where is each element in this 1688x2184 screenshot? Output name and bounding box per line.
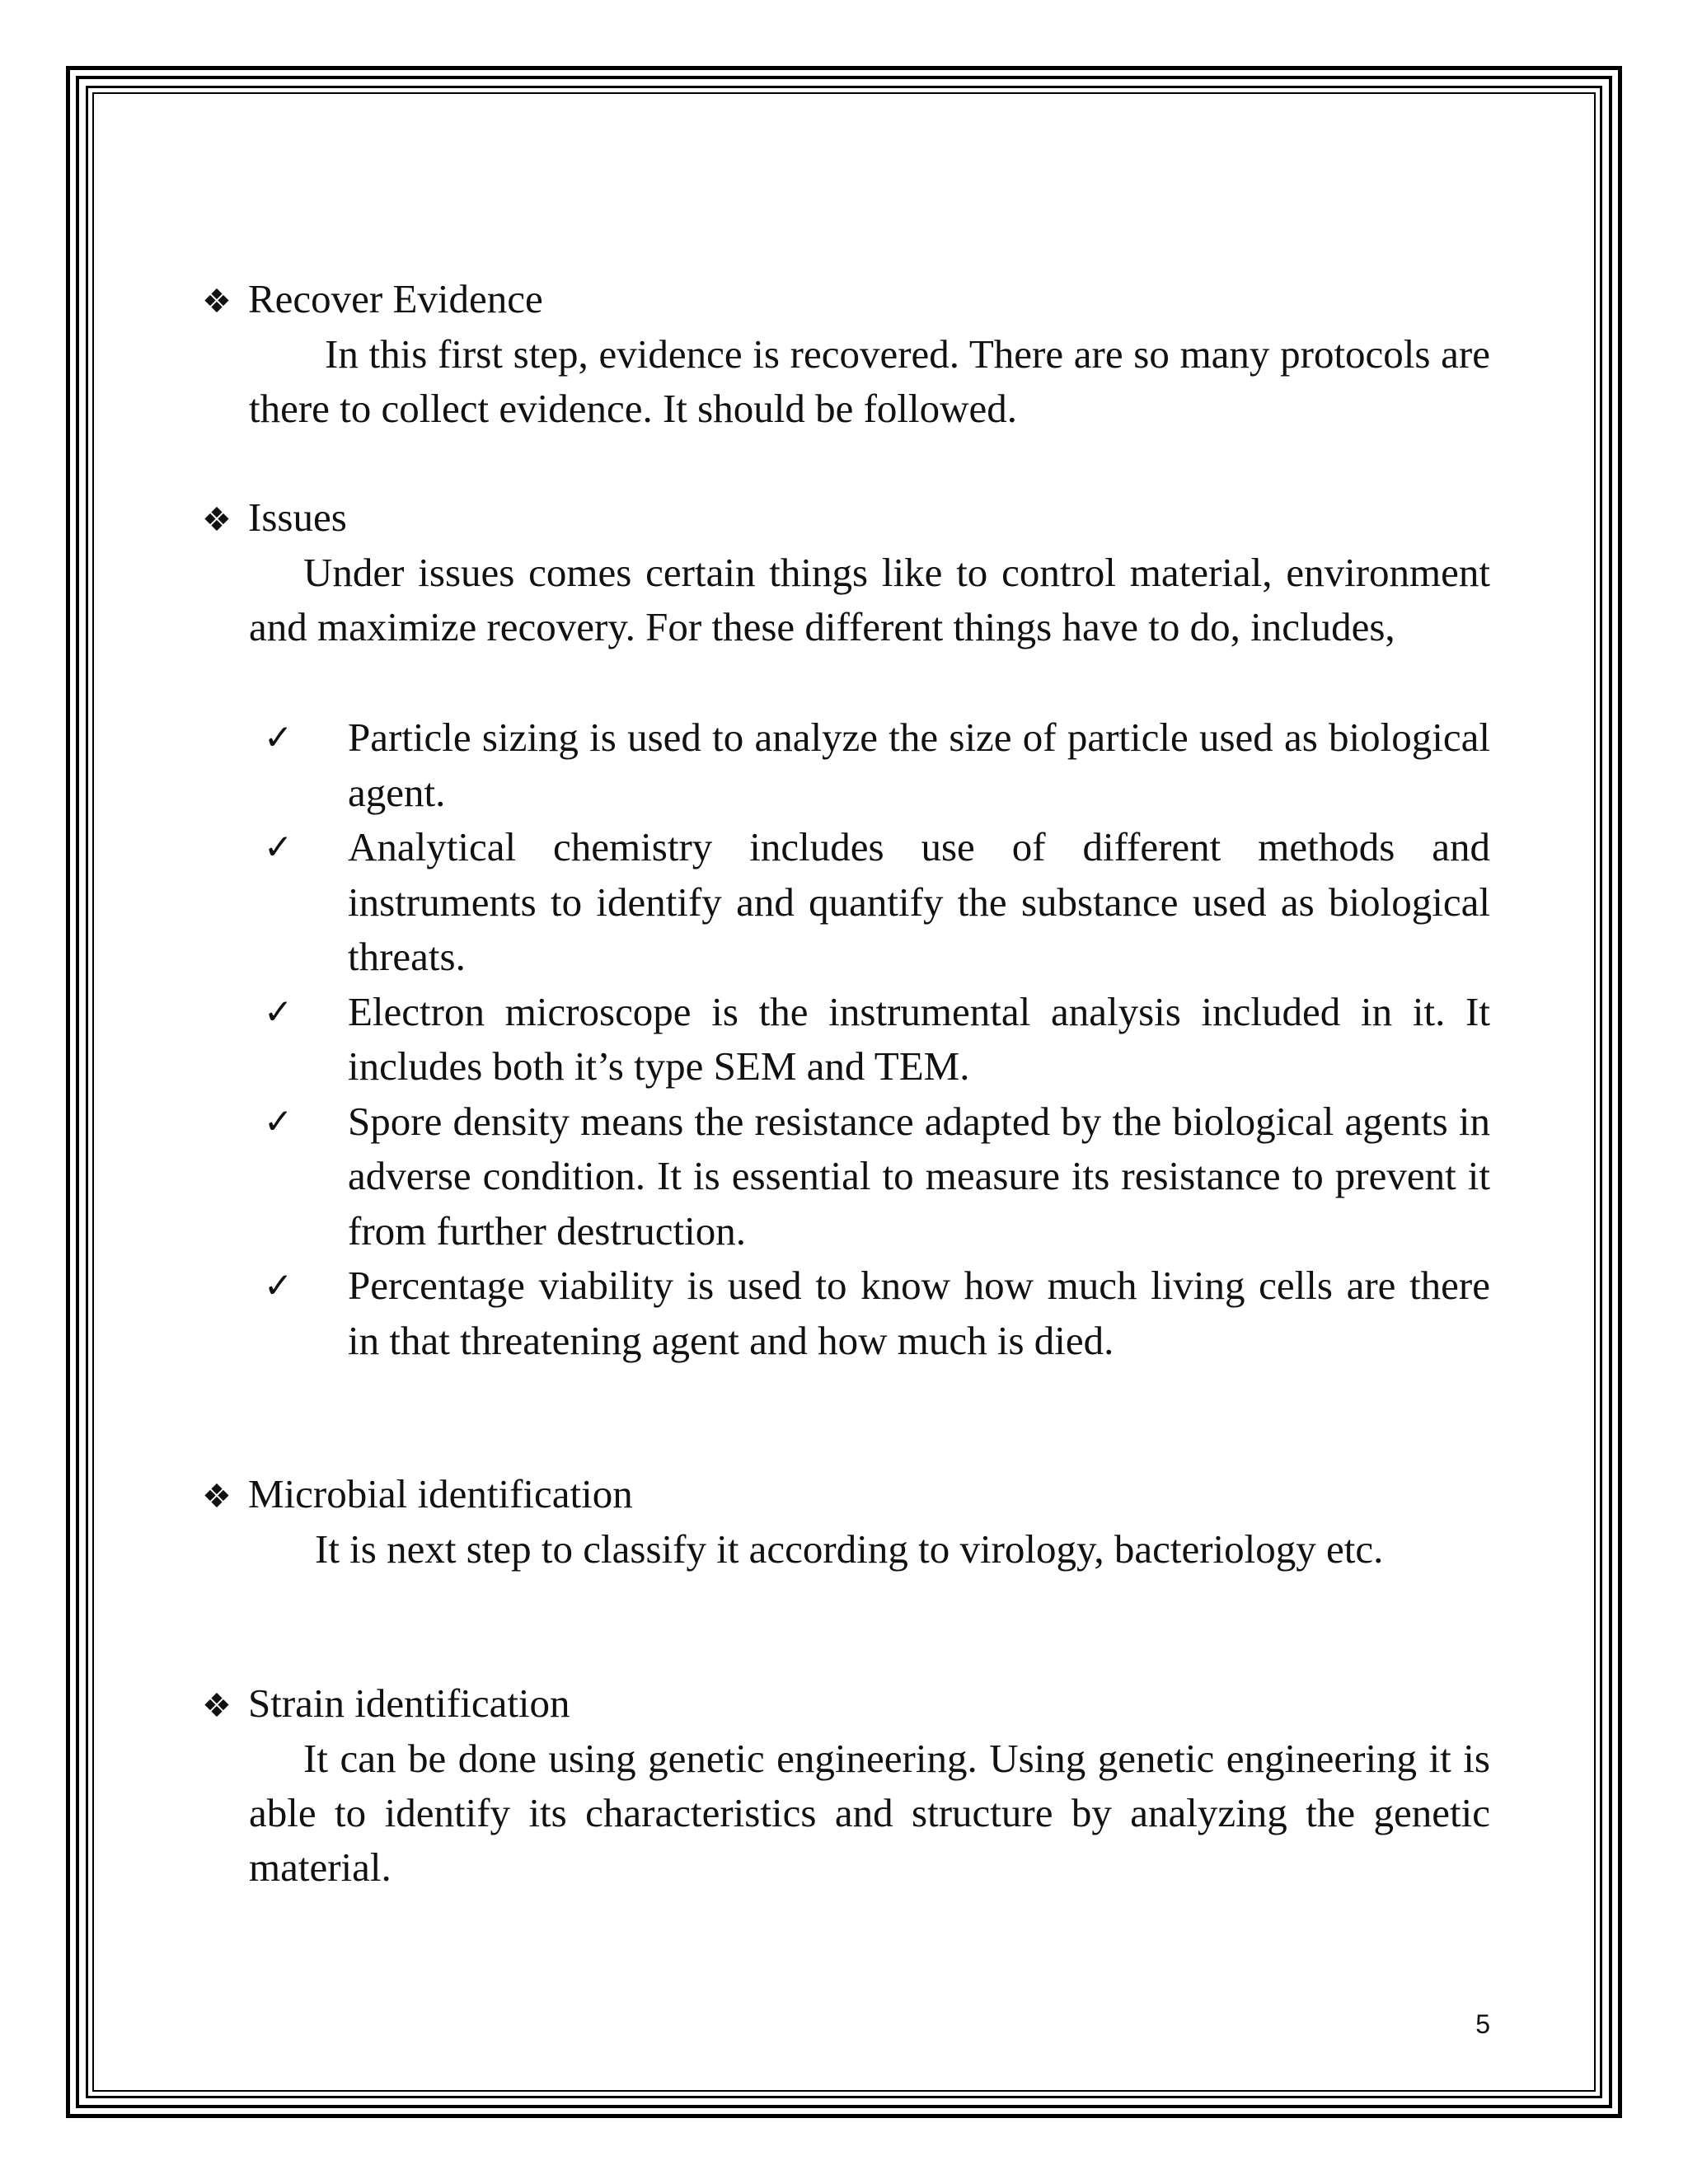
checkmark-icon: ✓	[264, 827, 293, 867]
section-heading-text: Issues	[248, 494, 347, 540]
list-item	[264, 710, 1490, 820]
list-item	[264, 985, 1490, 1094]
section-heading-issues	[202, 490, 347, 547]
list-item-text: Analytical chemistry includes use of different methods and instruments to identify and quantify the substance used as biological threats.	[348, 824, 1490, 979]
diamond-bullet-icon: ❖	[202, 1478, 232, 1516]
list-item	[264, 820, 1490, 985]
section-heading-text: Recover Evidence	[248, 276, 543, 321]
diamond-bullet-icon: ❖	[202, 283, 232, 321]
section-heading-text: Microbial identification	[248, 1471, 633, 1516]
section-body-issues	[249, 546, 1490, 654]
list-item	[264, 1258, 1490, 1368]
checkmark-icon: ✓	[264, 1265, 293, 1305]
checkmark-icon: ✓	[264, 991, 293, 1032]
section-body-recover-evidence	[249, 327, 1490, 436]
section-heading-strain-identification	[202, 1676, 570, 1733]
diamond-bullet-icon: ❖	[202, 1687, 232, 1725]
section-body-text: It is next step to classify it according to virology, bacteriology etc.	[315, 1526, 1384, 1572]
list-item-text: Electron microscope is the instrumental analysis included in it. It includes both it’s type SEM and TEM.	[348, 988, 1490, 1089]
section-body-strain-identification	[249, 1732, 1490, 1895]
list-item	[264, 1094, 1490, 1259]
section-body-text: It can be done using genetic engineering. Using genetic engineering it is able to identify its characteristics and structure by analyzing the genetic material.	[249, 1736, 1490, 1890]
section-heading-recover-evidence	[202, 272, 543, 329]
section-heading-text: Strain identification	[248, 1680, 570, 1726]
list-item-text: Percentage viability is used to know how much living cells are there in that threatening agent and how much is died.	[348, 1263, 1490, 1363]
list-item-text: Spore density means the resistance adapted by the biological agents in adverse condition. It is essential to measure its resistance to prevent it from further destruction.	[348, 1098, 1490, 1254]
diamond-bullet-icon: ❖	[202, 501, 232, 539]
list-item-text: Particle sizing is used to analyze the size of particle used as biological agent.	[348, 715, 1490, 815]
section-body-text: Under issues comes certain things like to control material, environment and maximize recovery. For these different things have to do, includes,	[249, 550, 1490, 649]
section-body-microbial-identification	[249, 1522, 1490, 1577]
section-heading-microbial-identification	[202, 1467, 633, 1524]
section-body-text: In this first step, evidence is recovered. There are so many protocols are there to collect evidence. It should be followed.	[249, 331, 1490, 431]
issues-checklist	[264, 710, 1490, 1368]
page-number: 5	[1475, 2009, 1490, 2039]
checkmark-icon: ✓	[264, 1100, 293, 1141]
checkmark-icon: ✓	[264, 717, 293, 757]
